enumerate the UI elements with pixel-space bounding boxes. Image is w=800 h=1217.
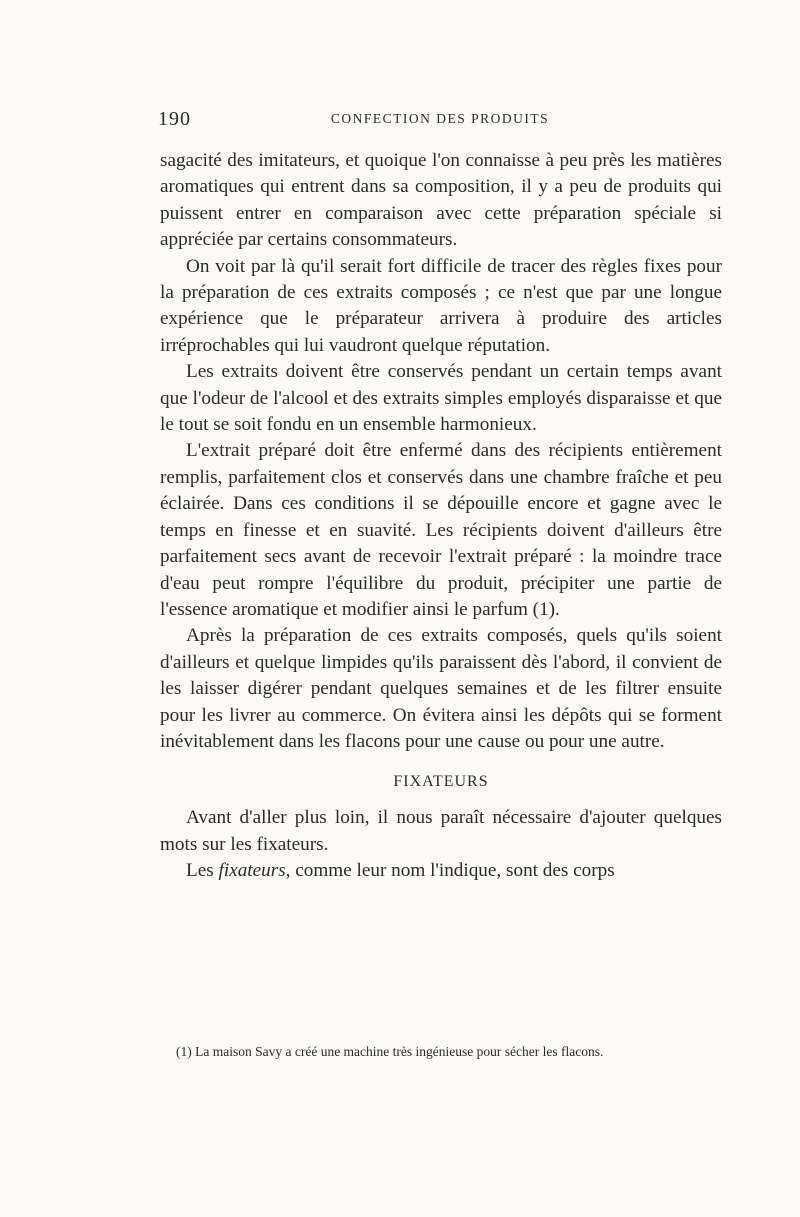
paragraph <box>160 858 722 884</box>
section-heading: FIXATEURS <box>393 773 489 791</box>
page-number: 190 <box>158 108 191 130</box>
footnote <box>160 1042 722 1061</box>
paragraph-text: Les <box>186 860 219 882</box>
running-title: CONFECTION DES PRODUITS <box>330 111 550 126</box>
body-text <box>160 148 722 885</box>
paragraph-text: , comme leur nom l'indique, sont des corps <box>285 860 615 882</box>
emphasized-term: fixateurs <box>218 860 286 882</box>
paragraph: sagacité des imitateurs, et quoique l'on connaisse à peu près les matières aromatiques qui entrent dans sa composition, il y a peu de produits qui puissent entrer en comparaison avec cette préparation spéciale si appréciée par certains consommateurs. <box>160 150 722 251</box>
running-head <box>158 108 722 132</box>
paragraph: Les extraits doivent être conservés pendant un certain temps avant que l'odeur de l'alcool et des extraits simples employés disparaisse et que le tout se soit fondu en un ensemble harmonieux. <box>160 361 722 436</box>
footnote-text: (1) La maison Savy a créé une machine très ingénieuse pour sécher les flacons. <box>176 1044 604 1059</box>
paragraph: L'extrait préparé doit être enfermé dans des récipients entièrement remplis, parfaitement clos et conservés dans une chambre fraîche et peu éclairée. Dans ces conditions il se dépouille encore et gagne avec le temps en finesse et en suavité. Les récipients doivent d'ailleurs être parfaitement secs avant de recevoir l'extrait préparé : la moindre trace d'eau peut rompre l'équilibre du produit, précipiter une partie de l'essence aromatique et modifier ainsi le parfum (1). <box>160 440 722 620</box>
paragraph: On voit par là qu'il serait fort difficile de tracer des règles fixes pour la préparation de ces extraits composés ; ce n'est que par une longue expérience que le préparateur arrivera à produire des articles irréprochables qui lui vaudront quelque réputation. <box>160 255 722 356</box>
paragraph: Avant d'aller plus loin, il nous paraît nécessaire d'ajouter quelques mots sur les fixateurs. <box>160 807 722 855</box>
paragraph: Après la préparation de ces extraits composés, quels qu'ils soient d'ailleurs et quelque limpides qu'ils paraissent dès l'abord, il convient de les laisser digérer pendant quelques semaines et de les filtrer ensuite pour les livrer au commerce. On évitera ainsi les dépôts qui se forment inévitablement dans les flacons pour une cause ou pour une autre. <box>160 625 722 752</box>
